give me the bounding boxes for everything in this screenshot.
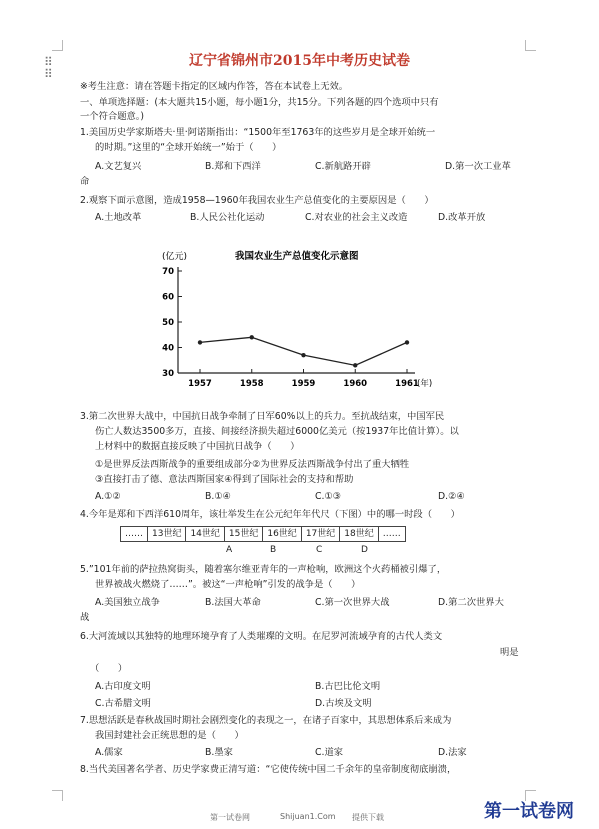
data-point xyxy=(353,363,357,367)
footer-url-link[interactable]: Shijuan1.Com xyxy=(280,812,336,821)
option-c: C.古希腊文明 xyxy=(95,698,151,709)
question-1-stem: 1.美国历史学家斯塔夫·里·阿诺斯指出：“1500年至1763年的这些岁月是全球开始统一 xyxy=(80,127,436,138)
x-tick-label: 1958 xyxy=(239,379,264,389)
x-tick-label: 1957 xyxy=(188,379,212,389)
data-point xyxy=(198,340,202,344)
option-c: C.第一次世界大战 xyxy=(315,597,390,608)
question-6-stem: 6.大河流域以其独特的地理环境孕育了人类璀璨的文明。在尼罗河流域孕育的古代人类文 xyxy=(80,631,443,642)
brand-logo: 第一试卷网 xyxy=(484,801,574,822)
question-3-stem: 3.第二次世界大战中，中国抗日战争牵制了日军60%以上的兵力。至抗战结束，中国军民 xyxy=(80,411,445,422)
exam-note: ※考生注意：请在答题卡指定的区域内作答，答在本试卷上无效。 xyxy=(80,81,349,92)
chart-y-label: (亿元) xyxy=(162,252,188,262)
option-c: C.①③ xyxy=(315,491,342,502)
question-5-stem: 5.”101年前的萨拉热窝街头，随着塞尔维亚青年的一声枪响，欧洲这个火药桶被引爆了， xyxy=(80,564,447,575)
series-line xyxy=(200,337,407,365)
data-point xyxy=(250,335,254,339)
option-b: B.古巴比伦文明 xyxy=(315,681,381,692)
question-4-stem: 4.今年是郑和下西洋610周年，该壮举发生在公元纪年年代尺（下图）中的哪一时段（ ） xyxy=(80,509,460,520)
timeline-cell: …… xyxy=(120,526,148,542)
option-b: B.郑和下西洋 xyxy=(205,161,261,172)
data-point xyxy=(301,353,305,357)
timeline-cell: 13世纪 xyxy=(147,526,186,542)
option-b: B.①④ xyxy=(205,491,232,502)
option-d-cont: 命 xyxy=(80,176,90,187)
option-a: A.儒家 xyxy=(95,747,123,758)
question-2-stem: 2.观察下面示意图，造成1958—1960年我国农业生产总值变化的主要原因是（ ） xyxy=(80,195,434,206)
option-a: A.美国独立战争 xyxy=(95,597,160,608)
option-a: A.土地改革 xyxy=(95,212,142,223)
drag-handle-icon[interactable]: ⠿ ⠿ xyxy=(44,55,54,81)
y-tick-label: 70 xyxy=(162,267,174,277)
question-6-stem: 明是 xyxy=(500,647,519,658)
y-tick-label: 30 xyxy=(162,369,174,379)
timeline-ruler xyxy=(121,526,406,542)
option-d: D.改革开放 xyxy=(438,212,486,223)
timeline-mark: A xyxy=(226,545,233,555)
option-c: C.新航路开辟 xyxy=(315,161,371,172)
section-heading: 一、单项选择题：(本大题共15小题，每小题1分，共15分。下列各题的四个选项中只有 xyxy=(80,97,439,108)
option-d: D.第一次工业革 xyxy=(445,161,511,172)
option-b: B.墨家 xyxy=(205,747,233,758)
timeline-cell: 15世纪 xyxy=(224,526,263,542)
option-a: A.古印度文明 xyxy=(95,681,151,692)
question-3-statement: ③直接打击了德、意法西斯国家④得到了国际社会的支持和帮助 xyxy=(95,474,354,485)
option-a: A.①② xyxy=(95,491,121,502)
page-corner-mark xyxy=(52,790,63,801)
option-b: B.法国大革命 xyxy=(205,597,261,608)
x-axis-unit: (年) xyxy=(417,379,433,389)
x-tick-label: 1961 xyxy=(395,379,419,389)
question-8-stem: 8.当代美国著名学者、历史学家费正清写道：“它使传统中国二千余年的皇帝制度彻底崩溃， xyxy=(80,764,457,775)
answer-blank: （ ） xyxy=(90,663,128,674)
chart-title: 我国农业生产总值变化示意图 xyxy=(235,251,359,262)
data-point xyxy=(405,340,409,344)
question-7-stem: 我国封建社会正统思想的是（ ） xyxy=(95,730,244,741)
section-heading: 一个符合题意。) xyxy=(80,111,145,122)
option-a: A.文艺复兴 xyxy=(95,161,142,172)
question-1-stem: 的时期。”这里的“全球开始统一”始于（ ） xyxy=(95,142,282,153)
timeline-cell: 16世纪 xyxy=(262,526,301,542)
option-c: C.道家 xyxy=(315,747,344,758)
option-d-cont: 战 xyxy=(80,612,90,623)
line-chart xyxy=(150,243,450,393)
option-c: C.对农业的社会主义改造 xyxy=(305,212,408,223)
timeline-cell: 18世纪 xyxy=(339,526,378,542)
timeline-mark: C xyxy=(316,545,323,555)
option-d: D.古埃及文明 xyxy=(315,698,372,709)
question-3-stem: 伤亡人数达3500多万，直接、间接经济损失超过6000亿美元（按1937年比值计算）。以 xyxy=(95,426,459,437)
timeline-cell: 17世纪 xyxy=(301,526,340,542)
option-d: D.法家 xyxy=(438,747,467,758)
timeline-mark: D xyxy=(361,545,368,555)
footer-site-name: 第一试卷网 xyxy=(210,813,250,822)
x-tick-label: 1959 xyxy=(291,379,316,389)
timeline-mark: B xyxy=(270,545,277,555)
question-5-stem: 世界被战火燃烧了……”。被这“一声枪响”引发的战争是（ ） xyxy=(95,579,361,590)
x-tick-label: 1960 xyxy=(343,379,368,389)
question-7-stem: 7.思想活跃是春秋战国时期社会剧烈变化的表现之一，在诸子百家中，其思想体系后来成为 xyxy=(80,715,452,726)
timeline-cell: 14世纪 xyxy=(185,526,224,542)
y-tick-label: 40 xyxy=(162,343,174,354)
footer-provide: 提供下载 xyxy=(352,813,384,822)
y-tick-label: 60 xyxy=(162,292,174,303)
question-3-statement: ①是世界反法西斯战争的重要组成部分②为世界反法西斯战争付出了重大牺牲 xyxy=(95,459,410,470)
question-3-stem: 上材料中的数据直接反映了中国抗日战争（ ） xyxy=(95,441,300,452)
option-b: B.人民公社化运动 xyxy=(190,212,265,223)
option-d: D.第二次世界大 xyxy=(438,597,504,608)
timeline-cell: …… xyxy=(378,526,406,542)
y-tick-label: 50 xyxy=(162,318,174,328)
page-title: 辽宁省锦州市2015年中考历史试卷 xyxy=(189,53,410,69)
option-d: D.②④ xyxy=(438,491,465,502)
